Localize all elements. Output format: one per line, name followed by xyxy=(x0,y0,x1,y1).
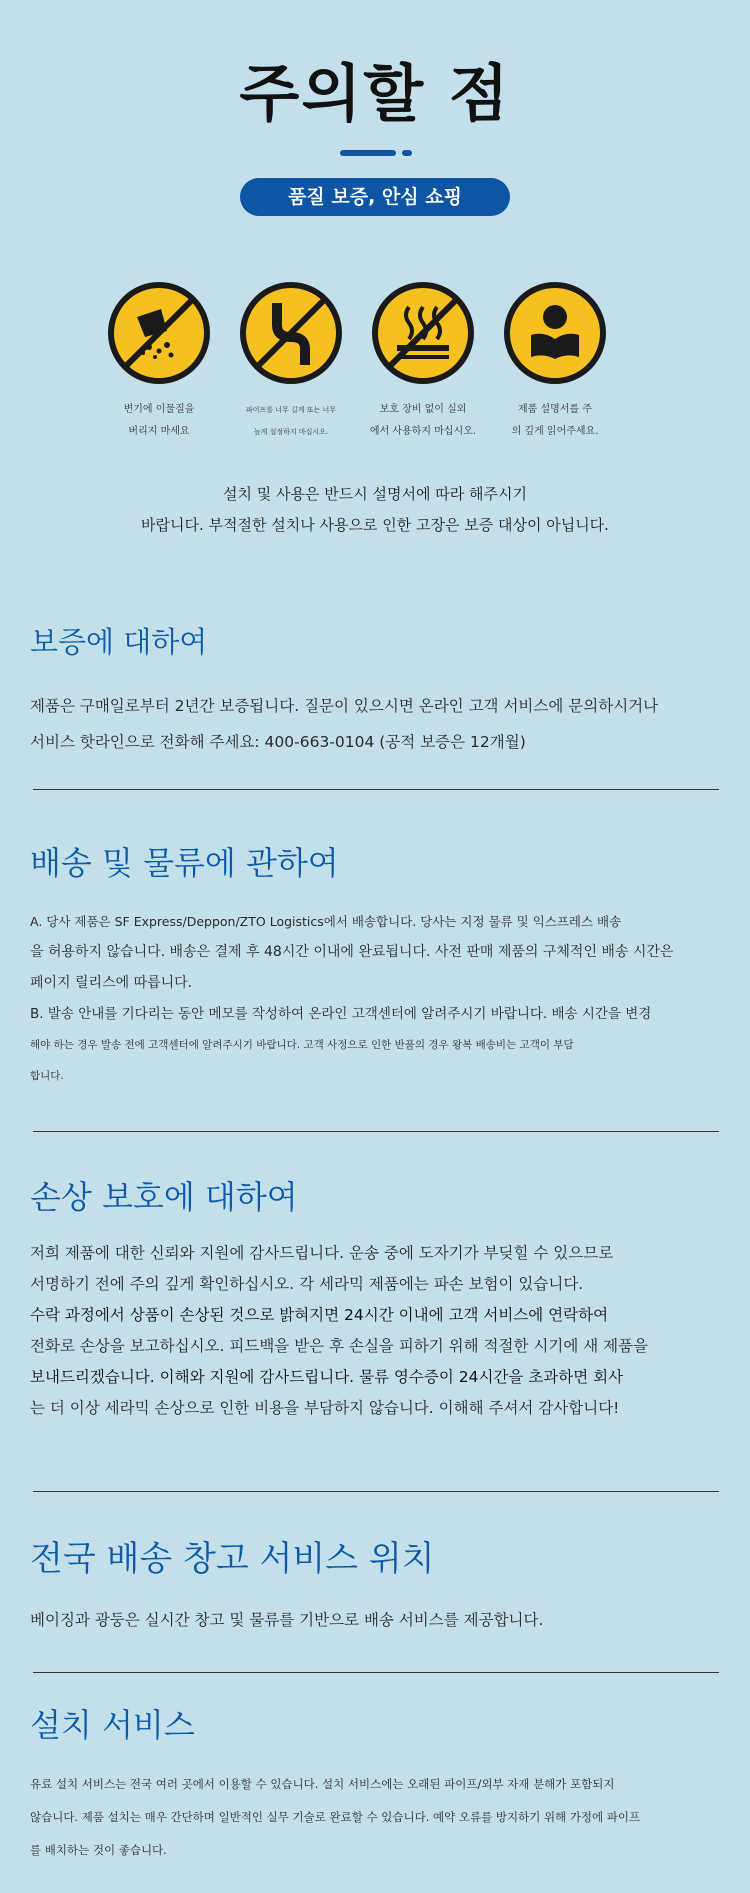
text-line: 해야 하는 경우 발송 전에 고객센터에 알려주시기 바랍니다. 고객 사정으로 인한 반품의 경우 왕복 배송비는 고객이 부담 xyxy=(30,1039,574,1051)
install-text xyxy=(30,1768,720,1867)
quality-badge: 품질 보증, 안심 쇼핑 xyxy=(240,178,510,216)
icon-caption xyxy=(485,399,625,443)
text-line: 서비스 핫라인으로 전화해 주세요: 400-663-0104 (공적 보증은 12개월) xyxy=(30,733,526,751)
text-line: 저희 제품에 대한 신뢰와 지원에 감사드립니다. 운송 중에 도자기가 부딪힐 수 있으므로 xyxy=(30,1244,614,1262)
read-manual-icon xyxy=(503,281,607,385)
no-bending-pipe-icon xyxy=(239,281,343,385)
icon-item-dumping xyxy=(89,281,229,443)
caption-line: 에서 사용하지 마십시오. xyxy=(369,426,477,437)
text-line: 베이징과 광둥은 실시간 창고 및 물류를 기반으로 배송 서비스를 제공합니다. xyxy=(30,1611,544,1629)
title-decoration xyxy=(340,150,416,156)
notice-line: 설치 및 사용은 반드시 설명서에 따라 해주시기 xyxy=(223,485,527,503)
warehouse-text xyxy=(30,1605,720,1635)
text-line: 전화로 손상을 보고하십시오. 피드백을 받은 후 손실을 피하기 위해 적절한 시기에 새 제품을 xyxy=(30,1337,649,1355)
no-hot-surface-icon xyxy=(371,281,475,385)
icon-caption xyxy=(89,399,229,443)
text-line: 를 배치하는 것이 좋습니다. xyxy=(30,1843,167,1857)
section-heading-shipping: 배송 및 물류에 관하여 xyxy=(30,844,339,882)
text-line: 제품은 구매일로부터 2년간 보증됩니다. 질문이 있으시면 온라인 고객 서비스에 문의하시거나 xyxy=(30,697,659,715)
divider xyxy=(33,1491,719,1492)
icon-caption xyxy=(221,399,361,443)
page-title: 주의할 점 xyxy=(239,57,511,130)
icon-item-pipe xyxy=(221,281,361,443)
text-line: 유료 설치 서비스는 전국 여러 곳에서 이용할 수 있습니다. 설치 서비스에는 오래된 파이프/외부 자재 분해가 포함되지 xyxy=(30,1777,615,1791)
installation-notice xyxy=(0,479,750,541)
caption-line: 높게 설정하지 마십시오. xyxy=(253,428,329,436)
warning-icons-row xyxy=(124,281,624,441)
icon-item-hot xyxy=(353,281,493,443)
divider xyxy=(33,1672,719,1673)
section-heading-warehouse: 전국 배송 창고 서비스 위치 xyxy=(30,1539,435,1579)
section-heading-damage: 손상 보호에 대하여 xyxy=(30,1178,298,1216)
icon-item-manual xyxy=(485,281,625,443)
text-line: 을 허용하지 않습니다. 배송은 결제 후 48시간 이내에 완료됩니다. 사전 판매 제품의 구체적인 배송 시간은 xyxy=(30,944,674,960)
caption-line: 버리지 마세요 xyxy=(128,426,190,437)
text-line: 수락 과정에서 상품이 손상된 것으로 밝혀지면 24시간 이내에 고객 서비스에 연락하여 xyxy=(30,1306,609,1324)
text-line: 는 더 이상 세라믹 손상으로 인한 비용을 부담하지 않습니다. 이해해 주셔서 감사합니다! xyxy=(30,1399,620,1417)
caption-line: 보호 장비 없이 실외 xyxy=(379,404,467,415)
text-line: 않습니다. 제품 설치는 매우 간단하며 일반적인 실무 기술로 완료할 수 있습니다. 예약 오류를 방지하기 위해 가정에 파이프 xyxy=(30,1810,641,1824)
caption-line: 제품 설명서를 주 xyxy=(518,404,592,415)
caption-line: 의 깊게 읽어주세요. xyxy=(511,426,599,437)
text-line: A. 당사 제품은 SF Express/Deppon/ZTO Logistics에서 배송합니다. 당사는 지정 물류 및 익스프레스 배송 xyxy=(30,914,622,929)
section-heading-warranty: 보증에 대하여 xyxy=(30,625,208,659)
icon-caption xyxy=(353,399,493,443)
no-dumping-icon xyxy=(107,281,211,385)
shipping-text xyxy=(30,906,720,1092)
damage-text xyxy=(30,1238,720,1424)
warranty-text xyxy=(30,688,720,760)
caption-line: 파이프를 너무 길게 또는 너무 xyxy=(245,406,337,414)
divider xyxy=(33,789,719,790)
caption-line: 변기에 이물질을 xyxy=(123,404,195,415)
text-line: B. 발송 안내를 기다리는 동안 메모를 작성하여 온라인 고객센터에 알려주시기 바랍니다. 배송 시간을 변경 xyxy=(30,1006,652,1022)
text-line: 합니다. xyxy=(30,1070,64,1082)
section-heading-install: 설치 서비스 xyxy=(30,1706,195,1744)
text-line: 서명하기 전에 주의 깊게 확인하십시오. 각 세라믹 제품에는 파손 보험이 있습니다. xyxy=(30,1275,584,1293)
divider xyxy=(33,1131,719,1132)
text-line: 보내드리겠습니다. 이해와 지원에 감사드립니다. 물류 영수증이 24시간을 초과하면 회사 xyxy=(30,1368,624,1386)
notice-line: 바랍니다. 부적절한 설치나 사용으로 인한 고장은 보증 대상이 아닙니다. xyxy=(141,516,609,534)
text-line: 페이지 릴리스에 따릅니다. xyxy=(30,975,193,991)
